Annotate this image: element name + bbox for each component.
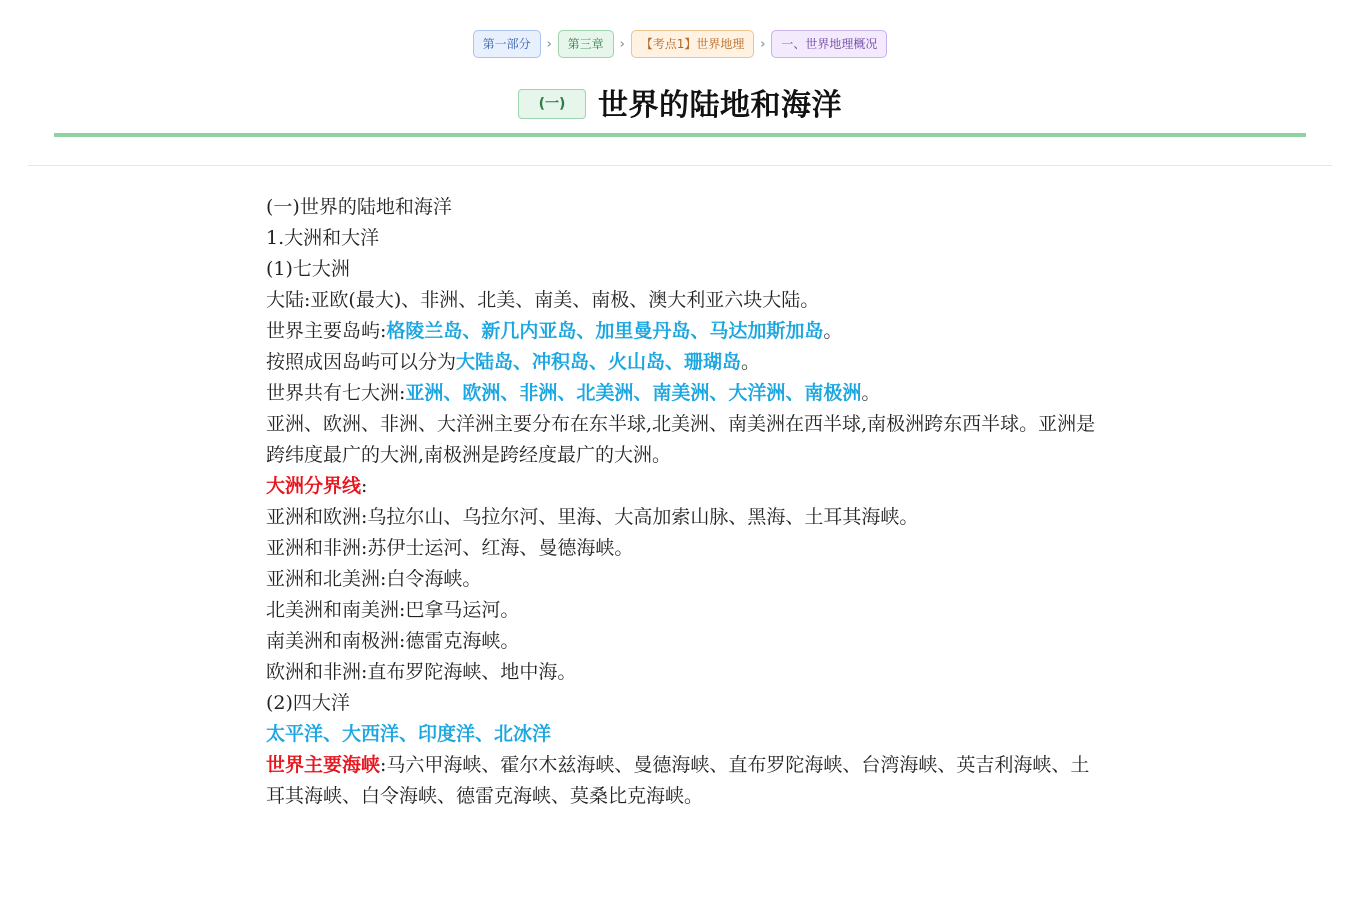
part1-title: (1)七大洲 (266, 258, 350, 280)
breadcrumb-item-section[interactable]: 一、世界地理概况 (771, 30, 887, 58)
page-title: 世界的陆地和海洋 (598, 88, 842, 123)
islands-label: 世界主要岛屿: (266, 320, 387, 342)
boundary-item: 亚洲和非洲:苏伊士运河、红海、曼德海峡。 (266, 537, 634, 559)
title-underline (54, 133, 1306, 137)
island-types-line (266, 347, 1096, 378)
boundary-item: 南美洲和南极洲:德雷克海峡。 (266, 630, 520, 652)
content-body (266, 192, 1096, 812)
straits-label: 世界主要海峡 (266, 754, 381, 776)
oceans-highlight: 太平洋、大西洋、印度洋、北冰洋 (266, 723, 552, 745)
section-divider (28, 165, 1332, 166)
page-header (0, 80, 1360, 124)
seven-continents-label: 世界共有七大洲: (266, 382, 406, 404)
part2-title: (2)四大洋 (266, 692, 350, 714)
content-subheading: 1.大洲和大洋 (266, 227, 380, 249)
section-number-badge: (一) (518, 89, 586, 119)
breadcrumb-item-chapter[interactable]: 第三章 (558, 30, 614, 58)
island-types-highlight: 大陆岛、冲积岛、火山岛、珊瑚岛 (456, 351, 742, 373)
islands-line (266, 316, 1096, 347)
breadcrumb-item-part[interactable]: 第一部分 (473, 30, 541, 58)
chevron-right-icon: › (619, 36, 625, 52)
islands-highlight: 格陵兰岛、新几内亚岛、加里曼丹岛、马达加斯加岛 (386, 320, 824, 342)
boundary-item: 亚洲和欧洲:乌拉尔山、乌拉尔河、里海、大高加索山脉、黑海、土耳其海峡。 (266, 506, 919, 528)
islands-end: 。 (823, 320, 843, 342)
boundary-item: 北美洲和南美洲:巴拿马运河。 (266, 599, 520, 621)
hemisphere-paragraph: 亚洲、欧洲、非洲、大洋洲主要分布在东半球,北美洲、南美洲在西半球,南极洲跨东西半球。亚洲是跨纬度最广的大洲,南极洲是跨经度最广的大洲。 (266, 413, 1096, 466)
seven-continents-end: 。 (861, 382, 881, 404)
chevron-right-icon: › (546, 36, 552, 52)
breadcrumb (0, 30, 1360, 58)
chevron-right-icon: › (760, 36, 766, 52)
straits-paragraph (266, 750, 1096, 812)
boundary-colon: : (361, 475, 368, 497)
island-types-label: 按照成因岛屿可以分为 (266, 351, 457, 373)
continents-text: 大陆:亚欧(最大)、非洲、北美、南美、南极、澳大利亚六块大陆。 (266, 289, 820, 311)
straits-text: :马六甲海峡、霍尔木兹海峡、曼德海峡、直布罗陀海峡、台湾海峡、英吉利海峡、土耳其海峡、白令海峡、德雷克海峡、莫桑比克海峡。 (266, 754, 1090, 807)
boundary-item: 亚洲和北美洲:白令海峡。 (266, 568, 482, 590)
island-types-end: 。 (741, 351, 761, 373)
boundary-label: 大洲分界线 (266, 475, 362, 497)
breadcrumb-item-topic[interactable]: 【考点1】世界地理 (631, 30, 755, 58)
boundary-item: 欧洲和非洲:直布罗陀海峡、地中海。 (266, 661, 577, 683)
seven-continents-line (266, 378, 1096, 409)
boundary-heading (266, 471, 1096, 502)
seven-continents-highlight: 亚洲、欧洲、非洲、北美洲、南美洲、大洋洲、南极洲 (405, 382, 862, 404)
content-heading: (一)世界的陆地和海洋 (266, 196, 452, 218)
